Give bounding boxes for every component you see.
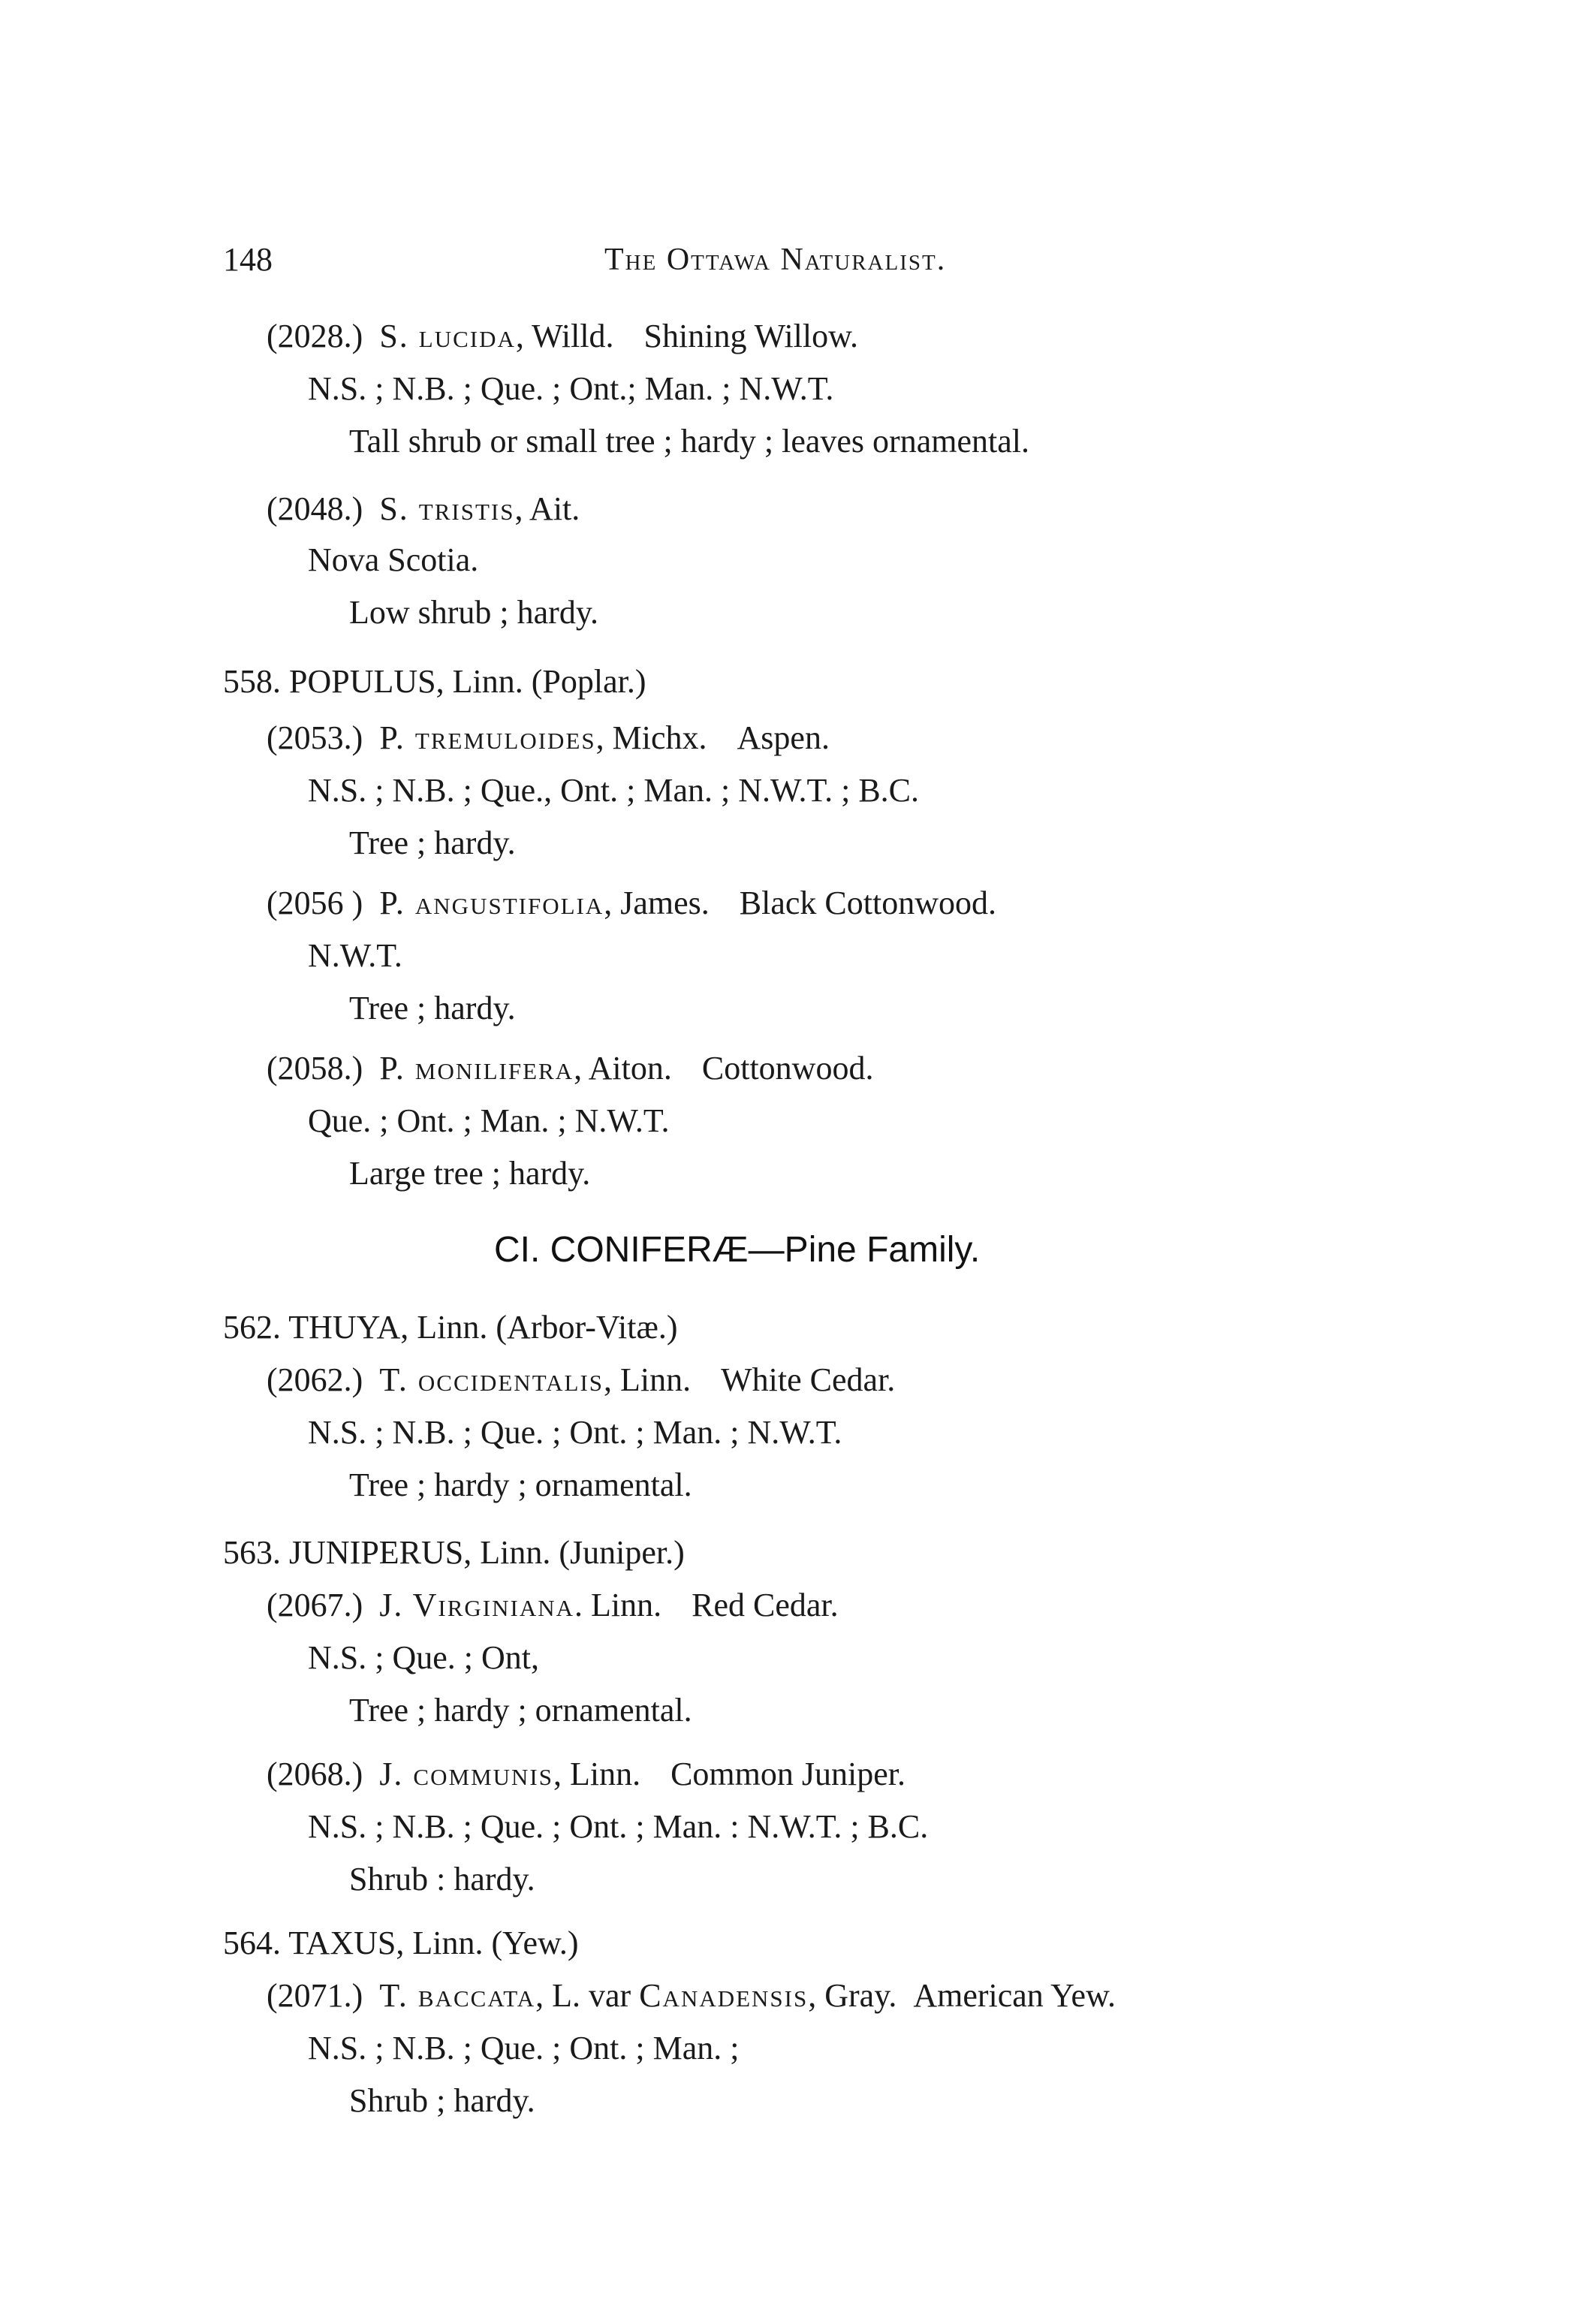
entry-2058-range: Que. ; Ont. ; Man. ; N.W.T. <box>308 1102 670 1139</box>
entry-2028-note: Tall shrub or small tree ; hardy ; leaves ornamental. <box>349 423 1029 460</box>
entry-number: (2028.) <box>267 318 363 354</box>
entry-2071-note: Shrub ; hardy. <box>349 2082 535 2119</box>
authority: , Gray. <box>808 1977 897 2014</box>
species-name: S. tristis <box>379 490 515 527</box>
species-name: P. angustifolia <box>379 885 604 921</box>
entry-2062-note: Tree ; hardy ; ornamental. <box>349 1466 692 1503</box>
entry-2068-note: Shrub : hardy. <box>349 1861 535 1897</box>
entry-2028-range: N.S. ; N.B. ; Que. ; Ont.; Man. ; N.W.T. <box>308 370 834 407</box>
entry-number: (2067.) <box>267 1587 363 1623</box>
entry-2053-range: N.S. ; N.B. ; Que., Ont. ; Man. ; N.W.T. ; B.C. <box>308 772 920 809</box>
entry-2067-note: Tree ; hardy ; ornamental. <box>349 1692 692 1729</box>
genus-563-heading: 563. JUNIPERUS, Linn. (Juniper.) <box>223 1534 685 1571</box>
species-name: T. occidentalis <box>379 1361 604 1398</box>
authority: , Willd. <box>515 318 614 354</box>
common-name: Aspen. <box>737 719 830 756</box>
authority: , Ait. <box>514 490 580 527</box>
entry-2067-title <box>267 1584 839 1626</box>
species-name: P. tremuloides <box>379 719 596 756</box>
entry-number: (2071.) <box>267 1977 363 2014</box>
entry-2058-title <box>267 1047 873 1090</box>
entry-2053-note: Tree ; hardy. <box>349 824 516 861</box>
authority: , Linn. <box>604 1361 692 1398</box>
entry-number: (2056 ) <box>267 885 363 921</box>
entry-number: (2053.) <box>267 719 363 756</box>
entry-number: (2048.) <box>267 490 363 527</box>
common-name: Shining Willow. <box>643 318 859 354</box>
entry-2056-range: N.W.T. <box>308 937 402 974</box>
entry-2068-range: N.S. ; N.B. ; Que. ; Ont. ; Man. : N.W.T. ; B.C. <box>308 1808 929 1845</box>
genus-558-heading: 558. POPULUS, Linn. (Poplar.) <box>223 663 646 700</box>
species-name: T. baccata <box>379 1977 536 2014</box>
common-name: Red Cedar. <box>692 1587 839 1623</box>
entry-2028-title <box>267 315 858 357</box>
entry-2067-range: N.S. ; Que. ; Ont, <box>308 1639 539 1676</box>
entry-2048-title <box>267 488 580 530</box>
authority: , James. <box>604 885 710 921</box>
entry-2048-range: Nova Scotia. <box>308 541 479 578</box>
authority: , Michx. <box>595 719 707 756</box>
entry-2068-title <box>267 1753 905 1795</box>
entry-number: (2068.) <box>267 1756 363 1792</box>
entry-2056-note: Tree ; hardy. <box>349 990 516 1026</box>
entry-number: (2062.) <box>267 1361 363 1398</box>
genus-562-heading: 562. THUYA, Linn. (Arbor-Vitæ.) <box>223 1309 678 1346</box>
species-name: J. communis <box>379 1756 553 1792</box>
page-number: 148 <box>223 241 273 278</box>
section-heading: CI. CONIFERÆ—Pine Family. <box>494 1230 981 1270</box>
entry-2062-title <box>267 1359 895 1401</box>
entry-number: (2058.) <box>267 1050 363 1087</box>
entry-2071-range: N.S. ; N.B. ; Que. ; Ont. ; Man. ; <box>308 2030 740 2066</box>
species-name: S. lucida <box>379 318 516 354</box>
authority: , Linn. <box>553 1756 641 1792</box>
entry-2071-title <box>267 1975 1116 2017</box>
common-name: Black Cottonwood. <box>739 885 996 921</box>
variety-name: Canadensis <box>639 1977 809 2014</box>
common-name: American Yew. <box>913 1977 1116 2014</box>
common-name: Common Juniper. <box>670 1756 905 1792</box>
entry-2058-note: Large tree ; hardy. <box>349 1155 591 1192</box>
species-name: J. Virginiana <box>379 1587 574 1623</box>
authority: . Linn. <box>574 1587 662 1623</box>
authority: , L. var <box>535 1977 631 2014</box>
genus-564-heading: 564. TAXUS, Linn. (Yew.) <box>223 1925 579 1961</box>
common-name: Cottonwood. <box>701 1050 874 1087</box>
entry-2048-note: Low shrub ; hardy. <box>349 594 598 631</box>
common-name: White Cedar. <box>721 1361 896 1398</box>
entry-2062-range: N.S. ; N.B. ; Que. ; Ont. ; Man. ; N.W.T. <box>308 1414 842 1451</box>
running-title: The Ottawa Naturalist. <box>604 243 947 277</box>
authority: , Aiton. <box>574 1050 672 1087</box>
entry-2056-title <box>267 882 996 924</box>
species-name: P. monilifera <box>379 1050 574 1087</box>
entry-2053-title <box>267 717 830 759</box>
